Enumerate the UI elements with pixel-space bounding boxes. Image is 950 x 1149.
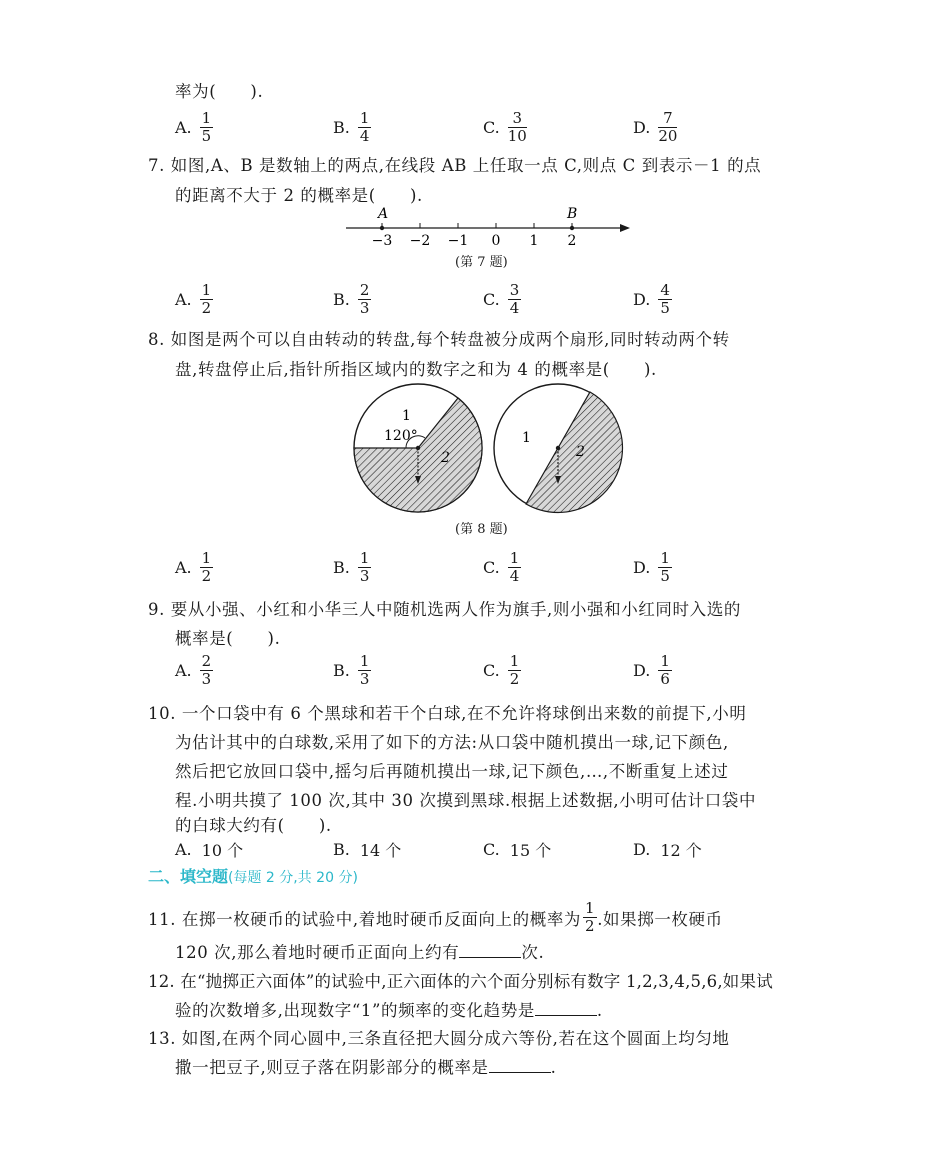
option-label: A. [175,840,192,859]
left-angle-label: 120° [384,428,418,444]
option-label: A. [175,118,192,137]
option-label: D. [633,290,651,309]
option-label: C. [483,290,500,309]
fraction: $\frac{1}{5}$ [660,549,670,585]
fraction: $\frac{1}{2}$ [201,549,212,585]
q10-option-d[interactable] [633,838,702,861]
q8-stem-line1: 8. 如图是两个可以自由转动的转盘,每个转盘被分成两个扇形,同时转动两个转 [148,330,730,349]
q8-stem-line2: 盘,转盘停止后,指针所指区域内的数字之和为 4 的概率是( ). [175,360,657,379]
q8-figure-caption: (第 8 题) [455,522,508,537]
option-label: A. [175,558,192,577]
option-label: B. [333,661,350,680]
left-sector-2-label: 2 [441,450,450,466]
q11-stem-line1 [148,900,723,935]
fraction: $\frac{1}{3}$ [359,652,370,688]
q6-option-c[interactable] [483,110,527,145]
option-text: 15 个 [509,841,552,860]
q8-option-b[interactable] [333,550,371,585]
q6-tail: 率为( ). [175,82,264,101]
q7-stem-line2: 的距离不大于 2 的概率是( ). [175,186,423,205]
q7-option-a[interactable] [175,282,213,317]
point-b-dot [570,226,574,230]
fraction: $\frac{1}{4}$ [359,109,370,145]
fraction: $\frac{1}{2}$ [585,899,596,935]
option-label: D. [633,558,651,577]
q11-stem-line2 [175,939,544,963]
q13-text: . [550,1058,557,1077]
option-label: D. [633,118,651,137]
q11-text: 120 次,那么着地时硬币正面向上约有 [175,943,460,962]
q8-option-d[interactable] [633,550,672,585]
q7-option-b[interactable] [333,282,371,317]
tick-label: 2 [567,233,577,249]
q13-stem-line1: 13. 如图,在两个同心圆中,三条直径把大圆分成六等份,若在这个圆面上均匀地 [148,1029,730,1048]
q10-stem-line3: 然后把它放回口袋中,摇匀后再随机摸出一球,记下颜色,…,不断重复上述过 [175,762,729,781]
section-heading-fill-in [148,864,358,887]
q12-answer-blank[interactable] [535,1001,597,1016]
q7-option-c[interactable] [483,282,521,317]
tick-label: −1 [447,233,469,249]
q10-stem-line5: 的白球大约有( ). [175,816,332,835]
fraction: $\frac{7}{20}$ [658,109,678,145]
right-spinner-pivot [556,446,560,450]
q13-stem-line2 [175,1054,557,1078]
q13-answer-blank[interactable] [489,1058,551,1073]
point-b-label: B [567,206,578,222]
q9-option-b[interactable] [333,653,371,688]
fraction: $\frac{1}{2}$ [201,281,212,317]
q10-option-c[interactable] [483,838,551,861]
q9-option-c[interactable] [483,653,521,688]
section-title: 二、填空题 [148,867,229,886]
q11-text: 11. 在掷一枚硬币的试验中,着地时硬币反面向上的概率为 [148,909,582,929]
q6-option-a[interactable] [175,110,213,145]
q9-stem-line1: 9. 要从小强、小红和小华三人中随机选两人作为旗手,则小强和小红同时入选的 [148,600,741,619]
fraction: $\frac{1}{3}$ [359,549,370,585]
option-label: B. [333,290,350,309]
q6-option-b[interactable] [333,110,371,145]
q9-stem-line2: 概率是( ). [175,629,281,648]
tick-label: 0 [491,233,501,249]
tick-label: 1 [529,233,539,249]
option-label: C. [483,118,500,137]
q6-option-d[interactable] [633,110,677,145]
q10-option-b[interactable] [333,838,401,861]
q12-text: 验的次数增多,出现数字“1”的频率的变化趋势是 [175,1001,535,1020]
number-line [340,204,640,256]
section-note: (每题 2 分,共 20 分) [228,870,358,886]
q9-option-a[interactable] [175,653,213,688]
q10-option-a[interactable] [175,838,243,861]
axis-arrow [620,224,630,232]
q8-option-a[interactable] [175,550,213,585]
fraction: $\frac{1}{5}$ [201,109,212,145]
fraction: $\frac{3}{10}$ [507,109,527,145]
q11-answer-blank[interactable] [459,943,521,958]
option-label: B. [333,118,350,137]
tick-label: −3 [371,233,393,249]
q10-stem-line4: 程.小明共摸了 100 次,其中 30 次摸到黑球.根据上述数据,小明可估计口袋中 [175,791,757,810]
q12-stem-line1: 12. 在“抛掷正六面体”的试验中,正六面体的六个面分别标有数字 1,2,3,4,5,6,如果试 [148,972,773,991]
option-label: A. [175,290,192,309]
left-spinner-pivot [416,446,420,450]
spinners [346,380,636,515]
option-text: 10 个 [201,841,244,860]
left-sector-1-label: 1 [402,408,411,424]
right-sector-2-label: 2 [576,444,585,460]
option-text: 14 个 [359,841,402,860]
option-label: C. [483,840,500,859]
option-label: B. [333,840,350,859]
option-text: 12 个 [660,841,702,860]
option-label: B. [333,558,350,577]
q8-spinners-figure [346,380,636,519]
option-label: D. [633,840,651,859]
q7-figure-caption: (第 7 题) [455,255,508,270]
option-label: A. [175,661,192,680]
q9-option-d[interactable] [633,653,672,688]
fraction: $\frac{4}{5}$ [660,281,670,317]
point-a-label: A [378,206,389,222]
fraction: $\frac{3}{4}$ [509,281,520,317]
q12-text: . [596,1001,603,1020]
tick-label: −2 [409,233,431,249]
fraction: $\frac{1}{4}$ [509,549,520,585]
option-label: C. [483,558,500,577]
option-label: C. [483,661,500,680]
fraction: $\frac{1}{6}$ [660,652,670,688]
fraction: $\frac{2}{3}$ [201,652,212,688]
q11-text: .如果掷一枚硬币 [597,909,723,929]
fraction: $\frac{1}{2}$ [509,652,520,688]
right-sector-1-label: 1 [522,430,531,446]
point-a-dot [380,226,384,230]
q7-option-d[interactable] [633,282,672,317]
q7-stem-line1: 7. 如图,A、B 是数轴上的两点,在线段 AB 上任取一点 C,则点 C 到表示－1 的点 [148,156,762,175]
q8-option-c[interactable] [483,550,521,585]
q10-stem-line2: 为估计其中的白球数,采用了如下的方法:从口袋中随机摸出一球,记下颜色, [175,733,729,752]
fraction: $\frac{2}{3}$ [359,281,370,317]
q10-stem-line1: 10. 一个口袋中有 6 个黑球和若干个白球,在不允许将球倒出来数的前提下,小明 [148,704,747,723]
option-label: D. [633,661,651,680]
q13-text: 撒一把豆子,则豆子落在阴影部分的概率是 [175,1058,489,1077]
q11-text: 次. [521,943,545,962]
q12-stem-line2 [175,997,603,1021]
